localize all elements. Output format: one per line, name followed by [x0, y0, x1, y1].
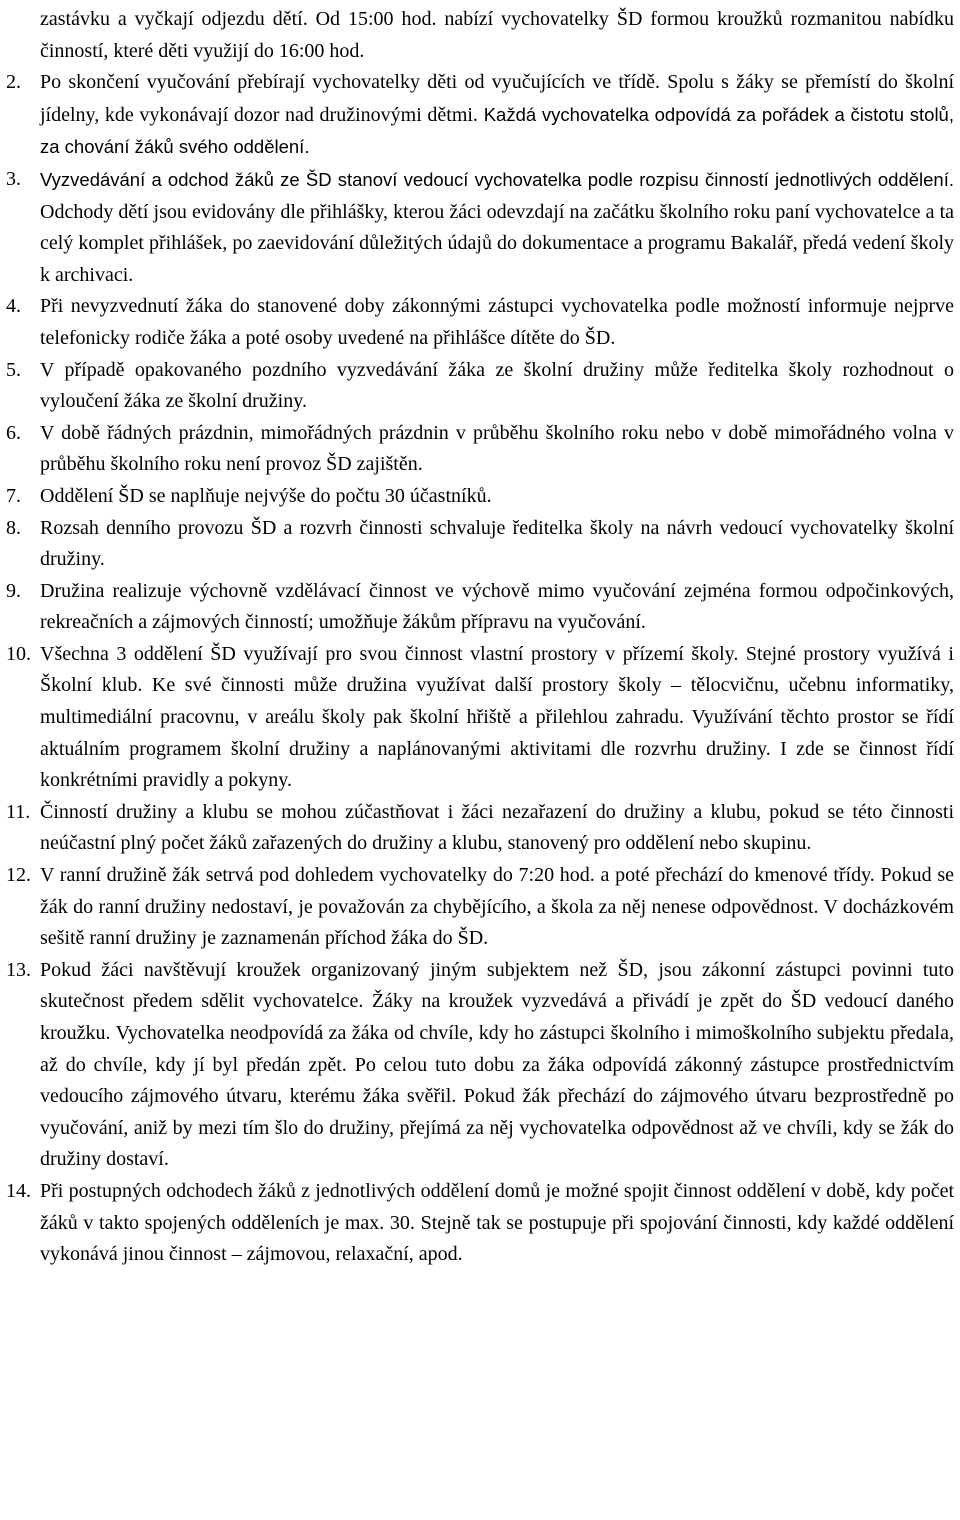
item-number: 3.: [6, 167, 21, 190]
item-number: 11.: [6, 800, 31, 823]
list-item: [6, 513, 954, 576]
list-item: [6, 797, 954, 860]
item-text-serif: Po skončení vyučování přebírají vychovatelky děti od vyučujících ve třídě. Spolu s žáky se přemístí do školní jídelny, kde vykonávají dozor nad družinovými dětmi.: [40, 71, 954, 126]
item-text: Při postupných odchodech žáků z jednotlivých oddělení domů je možné spojit činnost oddělení v době, kdy počet žáků v takto spojených odděleních je max. 30. Stejně tak se postupuje při spojování činnosti, kdy každé oddělení vykonává jinou činnost – zájmovou, relaxační, apod.: [40, 1179, 954, 1266]
item-number: 2.: [6, 71, 21, 94]
list-item: [6, 164, 954, 291]
item-text: [40, 164, 954, 291]
list-item: [6, 860, 954, 955]
item-number: 6.: [6, 421, 21, 444]
item-text: V ranní družině žák setrvá pod dohledem vychovatelky do 7:20 hod. a poté přechází do kmenové třídy. Pokud se žák do ranní družiny nedostaví, je považován za chybějícího, a škola za něj nenese odpovědnost. V docházkovém sešitě ranní družiny je zaznamenán příchod žáka do ŠD.: [40, 864, 954, 950]
item-text: Oddělení ŠD se naplňuje nejvýše do počtu 30 účastníků.: [40, 484, 492, 507]
item-number: 13.: [6, 958, 31, 981]
intro-paragraph: [6, 4, 954, 67]
item-number: 12.: [6, 864, 31, 887]
item-text: V případě opakovaného pozdního vyzvedávání žáka ze školní družiny může ředitelka školy rozhodnout o vyloučení žáka ze školní družiny.: [40, 358, 954, 413]
item-number: 8.: [6, 516, 21, 539]
item-text: Družina realizuje výchovně vzdělávací činnost ve výchově mimo vyučování zejména formou odpočinkových, rekreačních a zájmových činností; umožňuje žákům přípravu na vyučování.: [40, 579, 954, 634]
item-text: Činností družiny a klubu se mohou zúčastňovat i žáci nezařazení do družiny a klubu, pokud se této činnosti neúčastní plný počet žáků zařazených do družiny a klubu, stanovený pro oddělení nebo skupinu.: [40, 800, 954, 855]
item-text: Všechna 3 oddělení ŠD využívají pro svou činnost vlastní prostory v přízemí školy. Stejné prostory využívá i Školní klub. Ke své činnosti může družina využívat další prostory školy – tělocvičnu, učebnu informatiky, multimediální pracovnu, v areálu školy pak školní hřiště a přilehlou zahradu. Využívání těchto prostor se řídí aktuálním programem školní družiny a naplánovanými aktivitami dle rozvrhu družiny. I zde se činnost řídí konkrétními pravidly a pokyny.: [40, 642, 954, 792]
list-item: [6, 576, 954, 639]
list-item: [6, 481, 954, 513]
item-number: 5.: [6, 358, 21, 381]
item-text-sans: Vyzvedávání a odchod žáků ze ŠD stanoví vedoucí vychovatelka podle rozpisu činností jednotlivých oddělení.: [40, 168, 954, 190]
item-text: Rozsah denního provozu ŠD a rozvrh činnosti schvaluje ředitelka školy na návrh vedoucí vychovatelky školní družiny.: [40, 516, 954, 571]
list-item: [6, 418, 954, 481]
item-text: Při nevyzvednutí žáka do stanovené doby zákonnými zástupci vychovatelka podle možností informuje nejprve telefonicky rodiče žáka a poté osoby uvedené na přihlášce dítěte do ŠD.: [40, 295, 954, 349]
item-text: V době řádných prázdnin, mimořádných prázdnin v průběhu školního roku nebo v době mimořádného volna v průběhu školního roku není provoz ŠD zajištěn.: [40, 421, 954, 476]
intro-text: zastávku a vyčkají odjezdu dětí. Od 15:00 hod. nabízí vychovatelky ŠD formou kroužků rozmanitou nabídku činností, které děti využijí do 16:00 hod.: [40, 8, 954, 62]
list-item: [6, 1176, 954, 1271]
item-text-sans: Každá vychovatelka odpovídá za pořádek a čistotu stolů, za chování žáků svého oddělení.: [40, 103, 954, 158]
list-item: [6, 955, 954, 1176]
list-item: [6, 355, 954, 418]
list-item: [6, 291, 954, 354]
item-text-serif: Odchody dětí jsou evidovány dle přihlášky, kterou žáci odevzdají na začátku školního roku paní vychovatelce a ta celý komplet přihlášek, po zaevidování důležitých údajů do dokumentace a programu Bakalář, předá vedení školy k archivaci.: [40, 200, 954, 286]
list-item: [6, 67, 954, 164]
item-number: 14.: [6, 1179, 31, 1202]
item-text: Pokud žáci navštěvují kroužek organizovaný jiným subjektem než ŠD, jsou zákonní zástupci povinni tuto skutečnost předem sdělit vychovatelce. Žáky na kroužek vyzvedává a přivádí je zpět do ŠD vedoucí daného kroužku. Vychovatelka neodpovídá za žáka od chvíle, kdy ho zástupci školního i mimoškolního subjektu předala, až do chvíle, kdy jí byl předán zpět. Po celou tuto dobu za žáka odpovídá zákonný zástupce prostřednictvím vedoucího zájmového útvaru, kterému žáka svěřil. Pokud žák přechází do zájmového útvaru bezprostředně po vyučování, aniž by mezi tím šlo do družiny, přejímá za něj vychovatelka odpovědnost až ve chvíli, kdy se žák do družiny dostaví.: [40, 958, 954, 1171]
item-number: 9.: [6, 579, 21, 602]
item-text: [40, 67, 954, 164]
item-number: 7.: [6, 484, 21, 507]
item-number: 10.: [6, 642, 31, 665]
list-item: [6, 639, 954, 797]
item-number: 4.: [6, 295, 21, 318]
